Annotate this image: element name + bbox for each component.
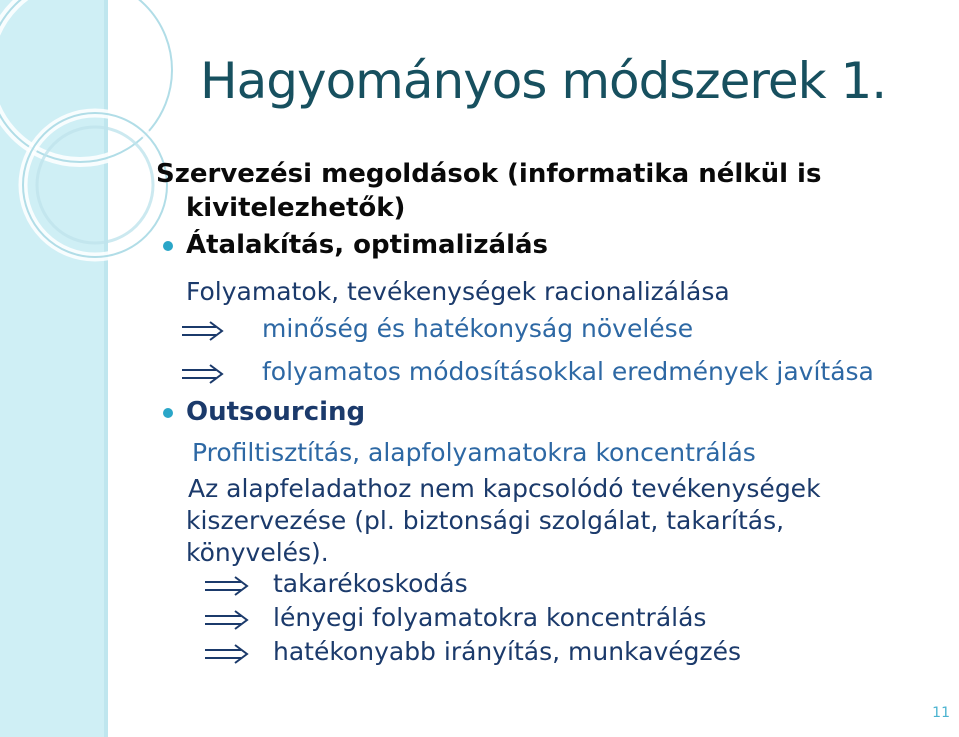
outsourcing-sub-2-line-3: könyvelés). xyxy=(186,538,329,567)
implies-arrow-icon xyxy=(203,575,253,597)
bullet-dot-icon xyxy=(163,241,173,251)
arrow-item-minoseg: minőség és hatékonyság növelése xyxy=(262,314,694,343)
outsourcing-sub-2-line-2: kiszervezése (pl. biztonsági szolgálat, takarítás, xyxy=(186,506,785,535)
implies-arrow-icon xyxy=(180,363,226,385)
intro-line-2: kivitelezhetők) xyxy=(186,193,406,223)
arrow-item-takarekoskodas: takarékoskodás xyxy=(273,569,468,598)
decorative-sidebar xyxy=(0,0,108,737)
implies-arrow-icon xyxy=(203,609,253,631)
implies-arrow-icon xyxy=(180,320,226,342)
outsourcing-sub-1: Profiltisztítás, alapfolyamatokra koncentrálás xyxy=(192,438,756,467)
bullet-atalakitas: Átalakítás, optimalizálás xyxy=(186,230,549,260)
intro-line-1: Szervezési megoldások (informatika nélkül is xyxy=(156,159,822,189)
arrow-item-lenyegi: lényegi folyamatokra koncentrálás xyxy=(273,603,707,632)
slide-title: Hagyományos módszerek 1. xyxy=(200,52,887,110)
arrow-item-folyamatos: folyamatos módosításokkal eredmények javítása xyxy=(262,357,874,386)
arrow-item-hatekonyabb: hatékonyabb irányítás, munkavégzés xyxy=(273,637,742,666)
bullet-outsourcing: Outsourcing xyxy=(186,397,366,427)
page-number: 11 xyxy=(932,705,950,721)
bullet-dot-icon xyxy=(163,408,173,418)
implies-arrow-icon xyxy=(203,643,253,665)
sidebar-edge xyxy=(104,0,108,737)
bullet-atalakitas-sub: Folyamatok, tevékenységek racionalizálása xyxy=(186,277,730,306)
outsourcing-sub-2-line-1: Az alapfeladathoz nem kapcsolódó tevékenységek xyxy=(188,474,821,503)
